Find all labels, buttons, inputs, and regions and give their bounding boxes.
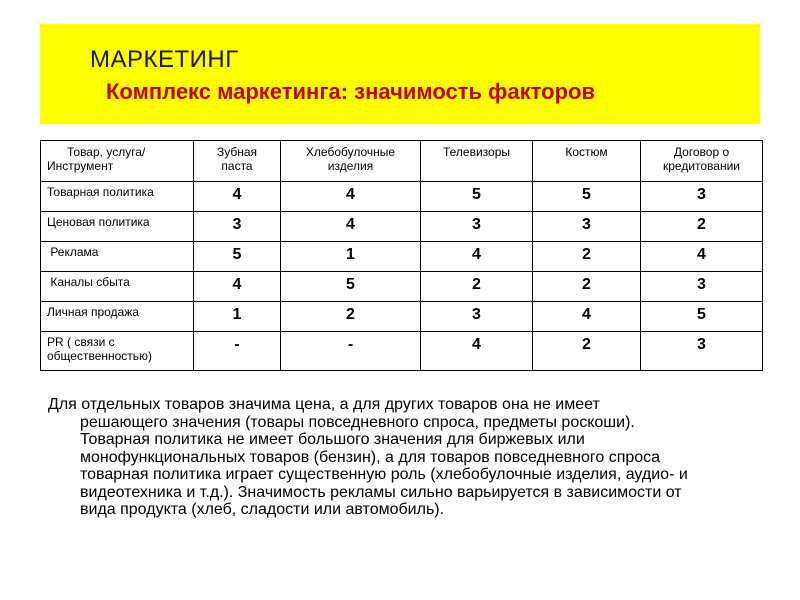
table-row [41,182,763,212]
table-cell: 4 [641,242,763,272]
table-cell: 2 [533,242,641,272]
column-header: Костюм [533,141,641,182]
column-header: Зубная паста [194,141,281,182]
table-cell: 4 [281,182,421,212]
table-cell: 4 [421,242,533,272]
table-cell: 4 [281,212,421,242]
column-header: Договор о кредитовании [641,141,763,182]
row-label: Реклама [41,242,194,272]
row-label: Ценовая политика [41,212,194,242]
row-label: PR ( связи с общественностью) [41,332,194,371]
table-row [41,332,763,371]
table-cell: 5 [194,242,281,272]
explanation-paragraph [48,396,768,519]
table-cell: 3 [533,212,641,242]
title-banner [40,24,760,124]
table-cell: 3 [421,212,533,242]
page-title: МАРКЕТИНГ [90,46,239,73]
table-cell: 5 [641,302,763,332]
table-cell: 2 [421,272,533,302]
table-cell: 3 [194,212,281,242]
table-cell: 2 [533,272,641,302]
page-subtitle: Комплекс маркетинга: значимость факторов [106,79,595,104]
table-cell: 4 [421,332,533,371]
table-cell: - [194,332,281,371]
table-cell: 3 [641,272,763,302]
paragraph-line: Товарная политика не имеет большого значения для биржевых или [80,431,585,448]
table-cell: 5 [421,182,533,212]
table-row [41,302,763,332]
table-cell: 2 [641,212,763,242]
marketing-factors-table [40,140,763,371]
paragraph-line: товарная политика играет существенную роль (хлебобулочные изделия, аудио- и [80,466,688,483]
table-cell: 4 [194,272,281,302]
paragraph-line: видеотехника и т.д.). Значимость рекламы сильно варьируется в зависимости от [80,483,682,501]
table-cell: 4 [194,182,281,212]
table-cell: 3 [641,332,763,371]
table-header-row [41,141,763,182]
table-row [41,212,763,242]
table-cell: - [281,332,421,371]
column-header: Телевизоры [421,141,533,182]
paragraph-line: вида продукта (хлеб, сладости или автомобиль). [80,501,445,518]
table-cell: 1 [281,242,421,272]
table-row [41,242,763,272]
paragraph-line: Для отдельных товаров значима цена, а для других товаров она не имеет [48,396,600,413]
table-row [41,272,763,302]
table-cell: 3 [421,302,533,332]
corner-header: Товар, услуга/ Инструмент [41,141,194,182]
row-label: Товарная политика [41,182,194,212]
table-cell: 5 [281,272,421,302]
table-cell: 3 [641,182,763,212]
table-cell: 2 [533,332,641,371]
paragraph-line: монофункциональных товаров (бензин), а для товаров повседневного спроса [80,448,661,466]
row-label: Личная продажа [41,302,194,332]
table-cell: 1 [194,302,281,332]
column-header: Хлебобулочные изделия [281,141,421,182]
row-label: Каналы сбыта [41,272,194,302]
paragraph-line: решающего значения (товары повседневного спроса, предметы роскоши). [80,413,635,431]
table-cell: 5 [533,182,641,212]
table-cell: 4 [533,302,641,332]
table-cell: 2 [281,302,421,332]
